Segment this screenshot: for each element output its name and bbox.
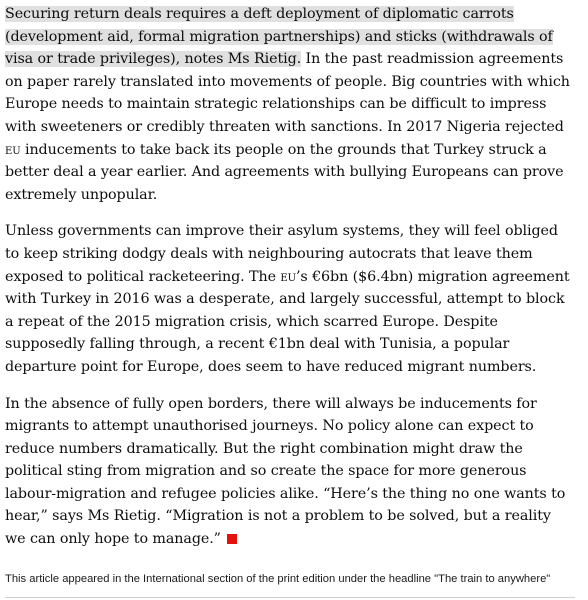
print-edition-note: This article appeared in the International section of the print edition under the headline "The train to anywhere" <box>5 573 551 585</box>
paragraph-1 <box>5 3 575 206</box>
article-body <box>5 3 575 565</box>
paragraph-text: Unless governments can improve their asylum systems, they will feel obliged to keep striking dodgy deals with neighbouring autocrats that leave them exposed to political racketeering. The <box>5 223 558 285</box>
end-of-article-icon <box>227 534 237 544</box>
eu-abbreviation: eu <box>280 268 296 285</box>
paragraph-2 <box>5 220 575 378</box>
highlighted-text[interactable]: Securing return deals requires a deft deployment of diplomatic carrots (development aid, formal migration partnerships) and sticks (withdrawals of visa or trade privileges), notes Ms Rietig. <box>5 6 553 68</box>
paragraph-text: ’s €6bn ($6.4bn) migration agreement with Turkey in 2016 was a desperate, and largely successful, attempt to block a repeat of the 2015 migration crisis, which scarred Europe. Despite supposedly falling through, a recent €1bn deal with Tunisia, a popular departure point for Europe, does seem to have reduced migrant numbers. <box>5 268 570 375</box>
eu-abbreviation: eu <box>5 141 21 158</box>
paragraph-text: In the past readmission agreements on paper rarely translated into movements of people. Big countries with which Europe needs to maintain strategic relationships can be difficult to impress with sweeteners or credibly threaten with sanctions. In 2017 Nigeria rejected <box>5 51 570 135</box>
paragraph-text: In the absence of fully open borders, there will always be inducements for migrants to attempt unauthorised journeys. No policy alone can expect to reduce numbers dramatically. But the right combination might draw the political sting from migration and so create the space for more generous labour-migration and refugee policies alike. “Here’s the thing no one wants to hear,” says Ms Rietig. “Migration is not a problem to be solved, but a reality we can only hope to manage.” <box>5 395 566 548</box>
paragraph-3 <box>5 393 575 551</box>
paragraph-text: inducements to take back its people on the grounds that Turkey struck a better deal a year earlier. And agreements with bullying Europeans can prove extremely unpopular. <box>5 141 564 203</box>
divider <box>5 597 575 598</box>
